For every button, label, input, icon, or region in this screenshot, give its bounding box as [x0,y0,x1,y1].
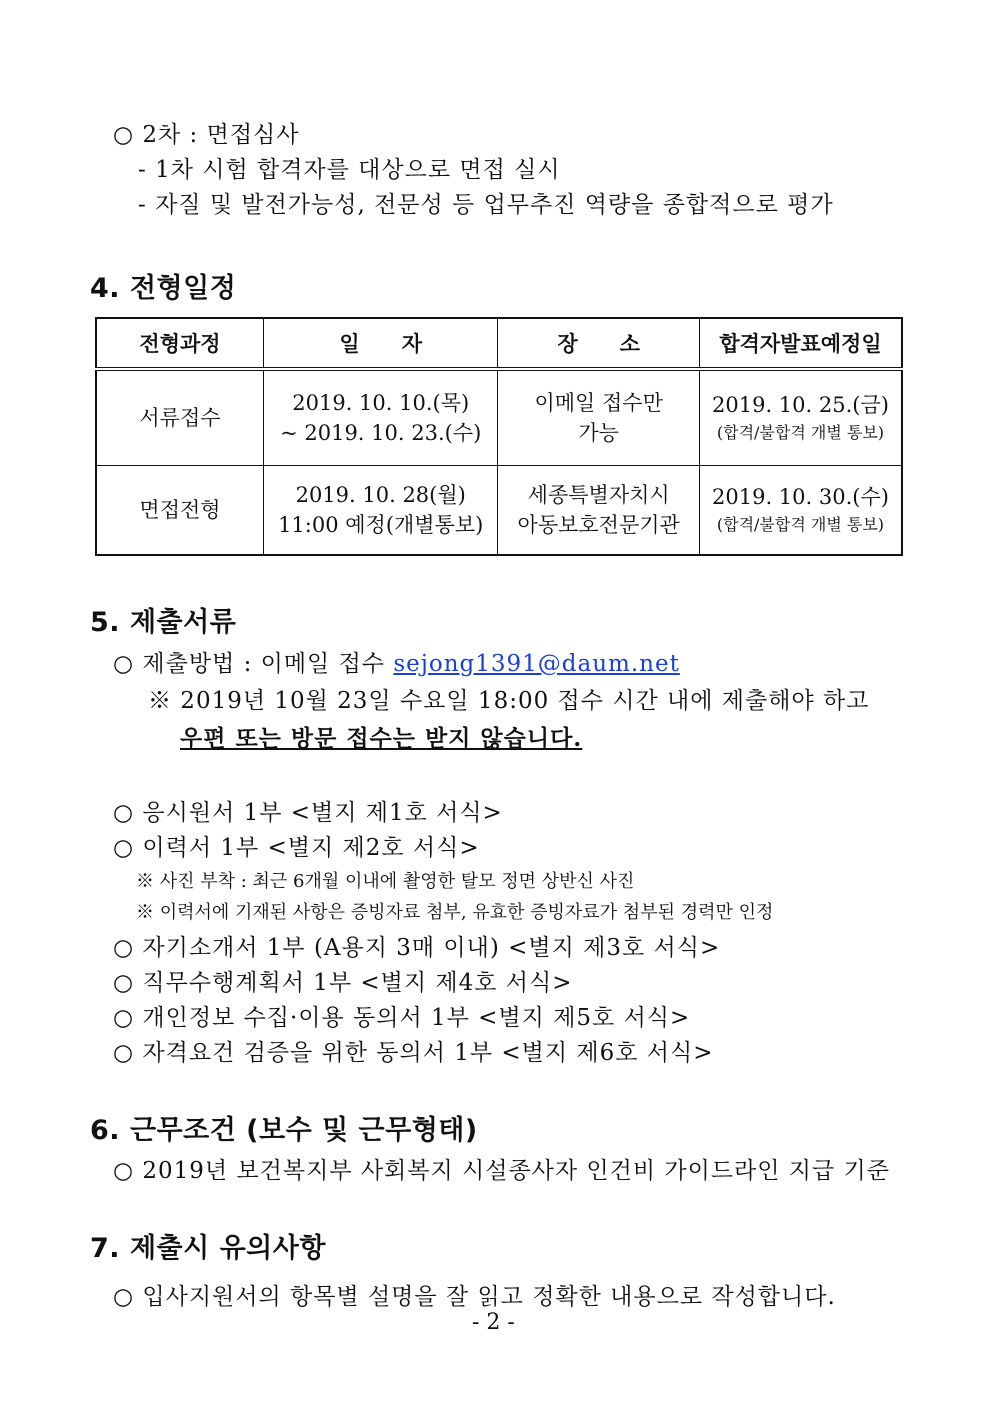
header-announce: 합격자발표예정일 [699,318,902,369]
no-mail-notice: 우편 또는 방문 접수는 받지 않습니다. [180,725,583,752]
submission-method-label: ○ 제출방법 : 이메일 접수 [113,651,394,677]
date-time: 11:00 예정(개별통보) [278,513,484,537]
stage-label: 면접전형 [139,498,221,522]
place-line2: 가능 [578,421,619,445]
deadline-notice: ※ 2019년 10월 23일 수요일 18:00 접수 시간 내에 제출해야 하고 [148,688,870,714]
doc-job-plan: ○ 직무수행계획서 1부 <별지 제4호 서식> [113,970,573,996]
table-header-row [96,318,902,369]
interview-evaluation-line: - 자질 및 발전가능성, 전문성 등 업무추진 역량을 종합적으로 평가 [138,192,834,218]
place-cell [498,466,700,556]
section-heading-conditions: 6. 근무조건 (보수 및 근무형태) [90,1115,478,1146]
announce-date: 2019. 10. 25.(금) [712,393,889,417]
place-line1: 세종특별자치시 [527,483,670,507]
date-cell [264,466,498,556]
photo-note: ※ 사진 부착 : 최근 6개월 이내에 촬영한 탈모 정면 상반신 사진 [136,871,635,892]
announce-cell [699,369,902,466]
doc-application-form: ○ 응시원서 1부 <별지 제1호 서식> [113,800,503,826]
submission-method-line [113,645,680,678]
place-cell [498,369,700,466]
stage-cell [96,466,264,556]
place-line1: 이메일 접수만 [534,391,663,415]
section-heading-cautions: 7. 제출시 유의사항 [90,1233,326,1264]
caution-line: ○ 입사지원서의 항목별 설명을 잘 읽고 정확한 내용으로 작성합니다. [113,1284,836,1310]
table-row [96,369,902,466]
table-row [96,466,902,556]
email-link[interactable]: sejong1391@daum.net [393,651,680,677]
header-date: 일 자 [264,318,498,369]
page-number: - 2 - [472,1310,515,1335]
doc-qualification-consent: ○ 자격요건 검증을 위한 동의서 1부 <별지 제6호 서식> [113,1040,714,1066]
schedule-table [95,317,903,556]
doc-resume: ○ 이력서 1부 <별지 제2호 서식> [113,835,480,861]
date-start: 2019. 10. 10.(목) [292,391,470,415]
date-cell [264,369,498,466]
doc-privacy-consent: ○ 개인정보 수집·이용 동의서 1부 <별지 제5호 서식> [113,1005,691,1031]
date-end: ~ 2019. 10. 23.(수) [280,421,482,445]
stage-cell [96,369,264,466]
salary-guideline-line: ○ 2019년 보건복지부 사회복지 시설종사자 인건비 가이드라인 지급 기준 [113,1158,890,1184]
place-line2: 아동보호전문기관 [517,513,680,537]
date-start: 2019. 10. 28(월) [295,483,466,507]
stage-label: 서류접수 [139,406,221,430]
announce-cell [699,466,902,556]
doc-self-intro: ○ 자기소개서 1부 (A용지 3매 이내) <별지 제3호 서식> [113,935,721,961]
interview-target-line: - 1차 시험 합격자를 대상으로 면접 실시 [138,157,561,183]
announce-date: 2019. 10. 30.(수) [712,485,889,509]
announce-note: (합격/불합격 개별 통보) [716,423,885,442]
header-place: 장 소 [498,318,700,369]
announce-note: (합격/불합격 개별 통보) [716,515,885,534]
section-heading-schedule: 4. 전형일정 [90,273,237,304]
career-note: ※ 이력서에 기재된 사항은 증빙자료 첨부, 유효한 증빙자료가 첨부된 경력만 인정 [136,902,774,923]
interview-stage-item: ○ 2차 : 면접심사 [113,122,300,148]
section-heading-documents: 5. 제출서류 [90,607,237,638]
header-stage: 전형과정 [96,318,264,369]
